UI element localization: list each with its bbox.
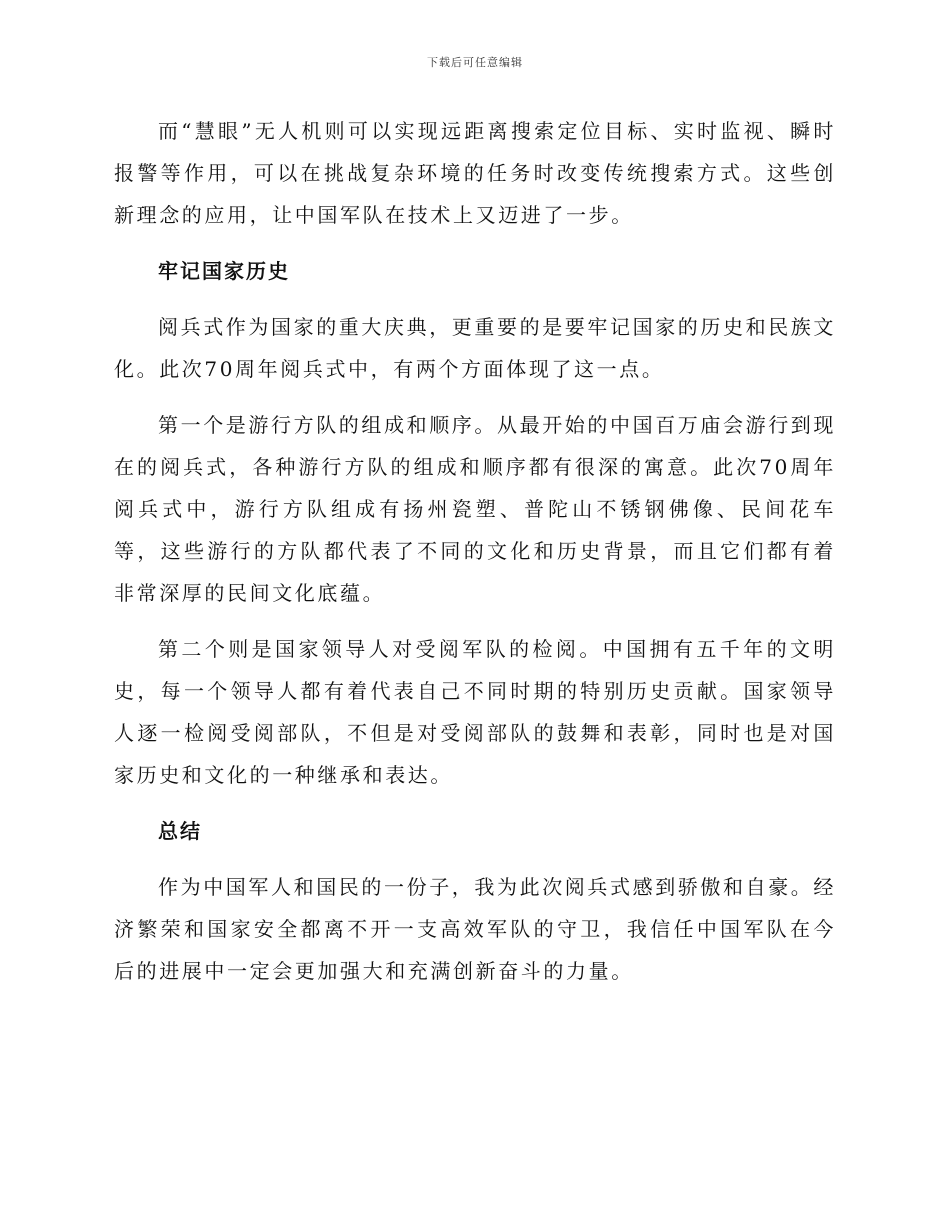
paragraph-parade-formation: 第一个是游行方队的组成和顺序。从最开始的中国百万庙会游行到现在的阅兵式，各种游行方队的组成和顺序都有很深的寓意。此次70周年阅兵式中，游行方队组成有扬州瓷塑、普陀山不锈钢佛像、民间花车等，这些游行的方队都代表了不同的文化和历史背景，而且它们都有着非常深厚的民间文化底蕴。 <box>114 413 836 605</box>
section-heading-history: 牢记国家历史 <box>158 259 290 283</box>
paragraph-history-intro: 阅兵式作为国家的重大庆典，更重要的是要牢记国家的历史和民族文化。此次70周年阅兵式中，有两个方面体现了这一点。 <box>114 315 836 381</box>
section-heading-summary: 总结 <box>158 819 202 843</box>
document-body <box>114 110 836 992</box>
paragraph-leader-review: 第二个则是国家领导人对受阅军队的检阅。中国拥有五千年的文明史，每一个领导人都有着代表自己不同时期的特别历史贡献。国家领导人逐一检阅受阅部队，不但是对受阅部队的鼓舞和表彰，同时也是对国家历史和文化的一种继承和表达。 <box>114 637 836 787</box>
page-header-note: 下载后可任意编辑 <box>427 56 523 69</box>
paragraph-summary: 作为中国军人和国民的一份子，我为此次阅兵式感到骄傲和自豪。经济繁荣和国家安全都离不开一支高效军队的守卫，我信任中国军队在今后的进展中一定会更加强大和充满创新奋斗的力量。 <box>114 875 836 983</box>
paragraph-drone-innovation: 而“慧眼”无人机则可以实现远距离搜索定位目标、实时监视、瞬时报警等作用，可以在挑战复杂环境的任务时改变传统搜索方式。这些创新理念的应用，让中国军队在技术上又迈进了一步。 <box>114 119 836 227</box>
